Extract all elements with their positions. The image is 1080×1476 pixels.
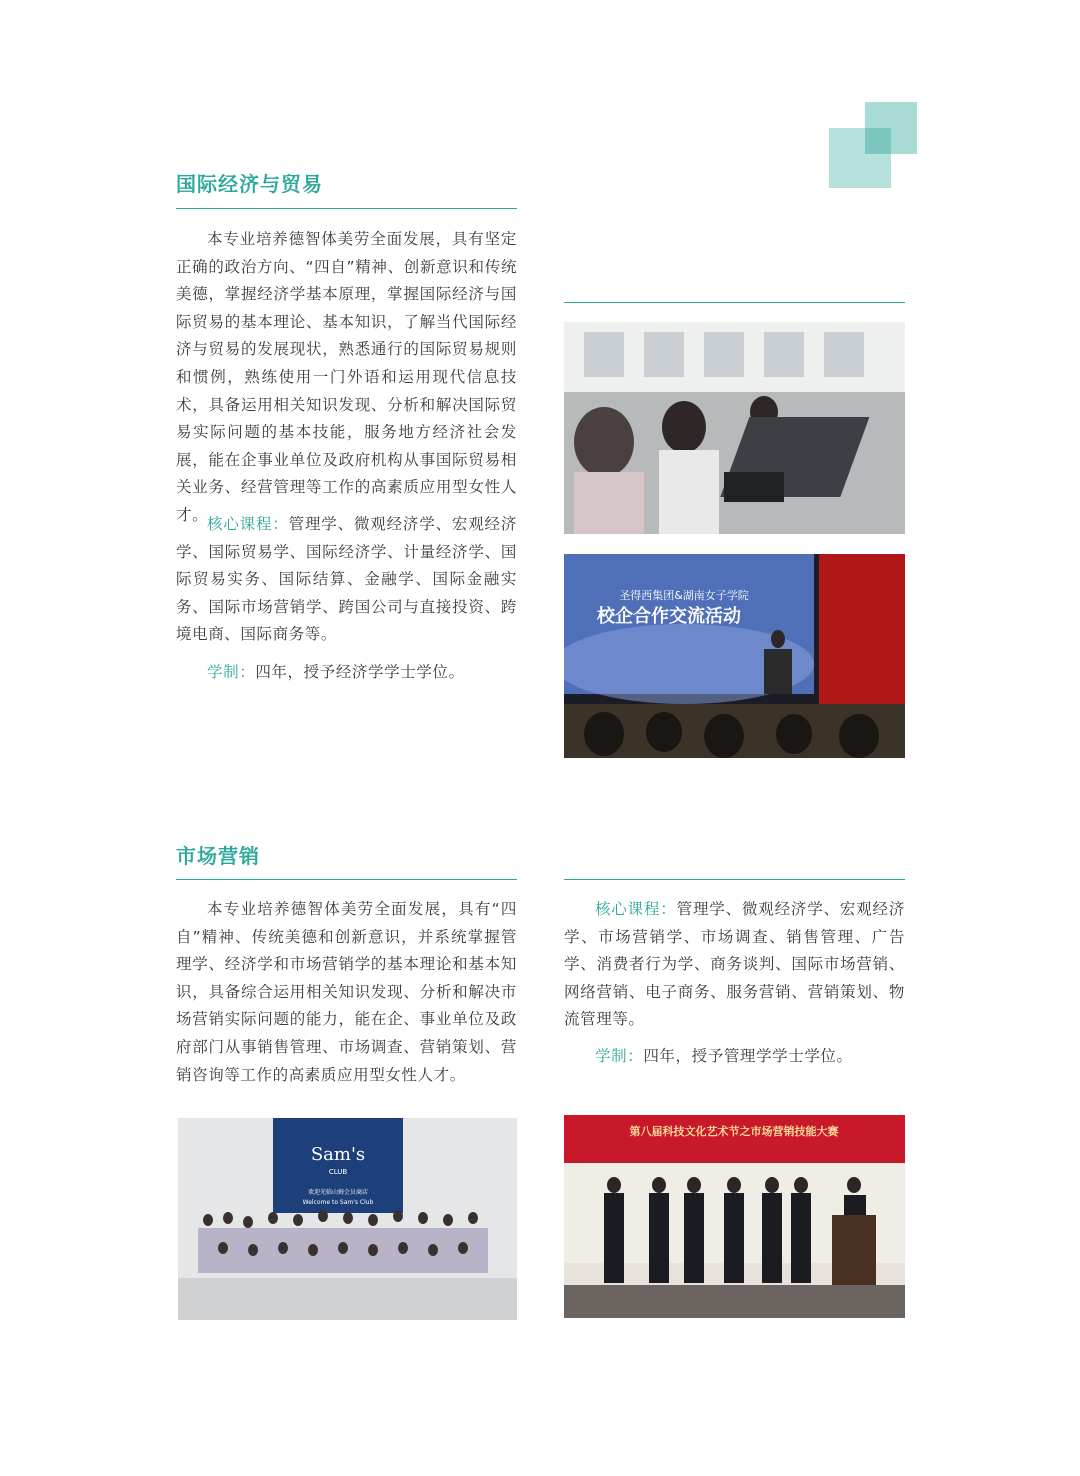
photo-marketing-contest xyxy=(564,1115,905,1318)
photo-divider xyxy=(564,302,905,303)
photo-seminar-event xyxy=(564,554,905,758)
section-divider xyxy=(176,208,517,209)
intro-paragraph: 本专业培养德智体美劳全面发展，具有坚定正确的政治方向、“四自”精神、创新意识和传统美德，掌握经济学基本原理，掌握国际经济与国际贸易的基本理论、基本知识，了解当代国际经济与贸易的发展现状，熟悉通行的国际贸易规则和惯例，熟练使用一门外语和运用现代信息技术，具备运用相关知识发现、分析和解决国际贸易实际问题的基本技能，服务地方经济社会发展，能在企事业单位及政府机构从事国际贸易相关业务、经营管理等工作的高素质应用型女性人才。 xyxy=(176,230,517,524)
core-courses-label: 核心课程： xyxy=(595,900,677,918)
duration xyxy=(176,659,517,687)
duration-text: 四年，授予管理学学士学位。 xyxy=(643,1047,853,1065)
event-title-line2: 校企合作交流活动 xyxy=(597,606,741,627)
section-title-intl-trade: 国际经济与贸易 xyxy=(176,172,323,196)
event-title-line1: 圣得西集团&湖南女子学院 xyxy=(619,589,749,602)
sams-welcome-en: Welcome to Sam's Club xyxy=(302,1199,374,1206)
photo-computer-lab xyxy=(564,322,905,534)
core-courses-text: 管理学、微观经济学、宏观经济学、市场营销学、市场调查、销售管理、广告学、消费者行为学、商务谈判、国际市场营销、网络营销、电子商务、服务营销、营销策划、物流管理等。 xyxy=(564,900,905,1029)
section-divider xyxy=(176,879,517,880)
duration-label: 学制： xyxy=(207,663,256,681)
intro-paragraph: 本专业培养德智体美劳全面发展，具有“四自”精神、传统美德和创新意识，并系统掌握管理学、经济学和市场营销学的基本理论和基本知识，具备综合运用相关知识发现、分析和解决市场营销实际问题的能力，能在企、事业单位及政府部门从事销售管理、市场调查、营销策划、营销咨询等工作的高素质应用型女性人才。 xyxy=(176,900,517,1084)
photo-sams-club-visit xyxy=(178,1118,517,1320)
section-title-marketing: 市场营销 xyxy=(176,844,260,868)
duration xyxy=(564,1043,905,1071)
sams-sign-sub: CLUB xyxy=(328,1168,348,1176)
section-divider-right xyxy=(564,879,905,880)
core-courses-label: 核心课程： xyxy=(207,515,289,533)
duration-label: 学制： xyxy=(595,1047,644,1065)
contest-banner: 第八届科技文化艺术节之市场营销技能大赛 xyxy=(629,1125,839,1138)
core-courses xyxy=(564,896,905,1034)
duration-text: 四年，授予经济学学士学位。 xyxy=(255,663,465,681)
sams-sign: Sam's xyxy=(310,1144,366,1165)
core-courses xyxy=(176,511,517,649)
sams-welcome-cn: 欢迎光临山姆会员商店 xyxy=(307,1189,369,1196)
core-courses-text: 管理学、微观经济学、宏观经济学、国际贸易学、国际经济学、计量经济学、国际贸易实务、国际结算、金融学、国际金融实务、国际市场营销学、跨国公司与直接投资、跨境电商、国际商务等。 xyxy=(176,515,517,644)
decor-square-overlap xyxy=(865,128,891,154)
